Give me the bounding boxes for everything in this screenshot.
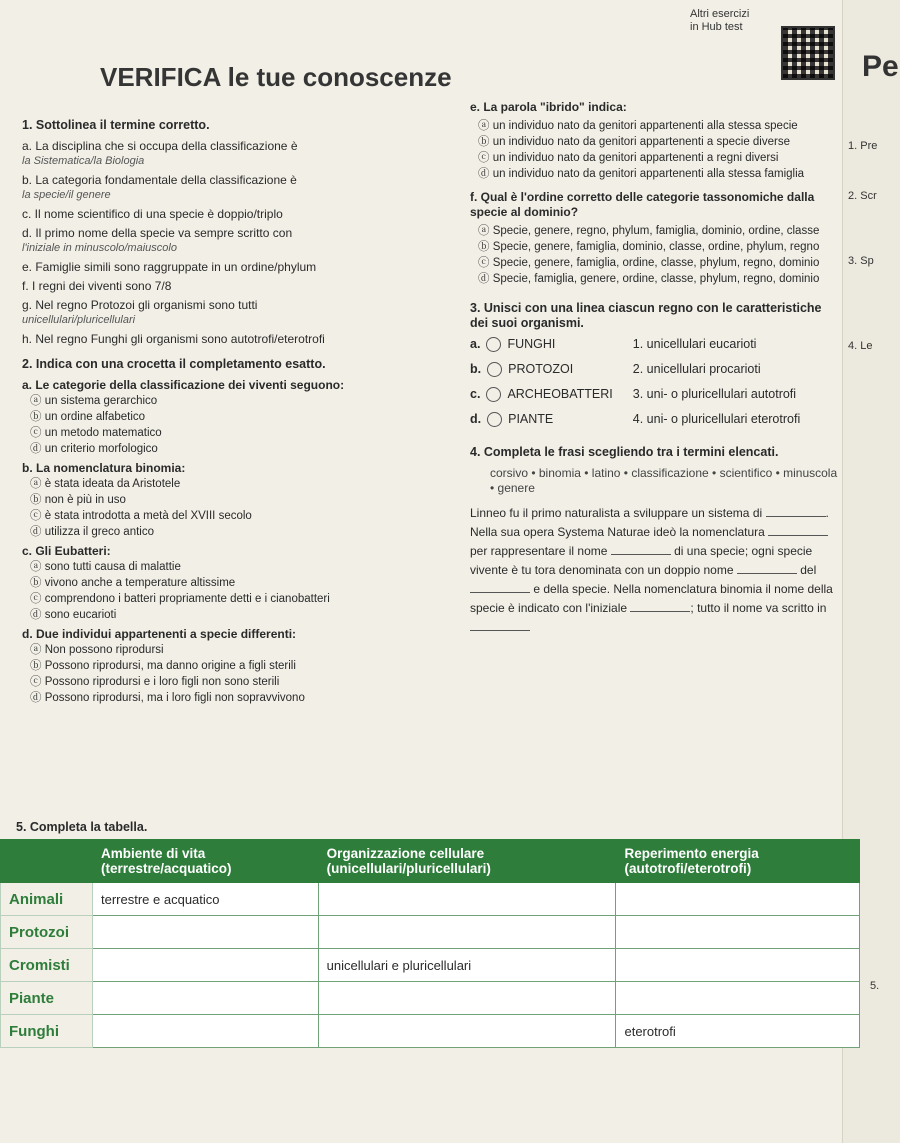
- question-4-text: Linneo fu il primo naturalista a sviluppare un sistema di . Nella sua opera Systema Naturae ideò la nomenclatura per rappresentare il nome di una specie; ogni specie vivente è tu tora denominata con un doppio nome del e della specie. Nella nomenclatura binomia il nome della specie è indicato con l'iniziale ; tutto il nome va scritto in: [470, 504, 840, 637]
- q3-kingdom: d. PIANTE: [470, 412, 554, 426]
- table-row: [1, 883, 860, 916]
- q1-item: h. Nel regno Funghi gli organismi sono autotrofi/eterotrofi: [22, 332, 325, 346]
- question-3-right-list: [633, 337, 800, 437]
- q2-option[interactable]: ⓒ un metodo matematico: [30, 427, 162, 439]
- blank-3[interactable]: [611, 554, 671, 555]
- table-cell[interactable]: [616, 982, 860, 1015]
- table-cell[interactable]: terrestre e acquatico: [93, 883, 319, 916]
- qf-option[interactable]: ⓒ Specie, genere, famiglia, ordine, classe, phylum, regno, dominio: [478, 257, 820, 269]
- table-row-label: Protozoi: [1, 916, 93, 949]
- qe-option[interactable]: ⓒ un individuo nato da genitori appartenenti a regni diversi: [478, 152, 779, 164]
- q2-group: d. Due individui appartenenti a specie differenti: ⓐ Non possono riprodursi ⓑ Possono riprodursi, ma danno origine a figli sterili ⓒ Possono riprodursi e i loro figli non sono sterili ⓓ Possono riprodursi, ma i loro figli non sopravvivono: [22, 627, 452, 706]
- table-row-label: Cromisti: [1, 949, 93, 982]
- q3-characteristic[interactable]: 4. uni- o pluricellulari eterotrofi: [632, 412, 801, 426]
- question-5-title: 5. Completa la tabella.: [16, 820, 148, 834]
- q2-group: a. Le categorie della classificazione dei viventi seguono: ⓐ un sistema gerarchico ⓑ un ordine alfabetico ⓒ un metodo matematico ⓓ un criterio morfologico: [22, 378, 452, 457]
- table-header-cell: Ambiente di vita (terrestre/acquatico): [93, 840, 319, 883]
- table-cell[interactable]: [318, 916, 616, 949]
- q2-option[interactable]: ⓒ è stata introdotta a metà del XVIII secolo: [30, 510, 252, 522]
- link-circle[interactable]: [486, 337, 501, 352]
- table-cell[interactable]: [93, 982, 319, 1015]
- q3-characteristic[interactable]: 3. uni- o pluricellulari autotrofi: [632, 387, 797, 401]
- question-e-options: [470, 119, 840, 182]
- table-cell[interactable]: [616, 916, 860, 949]
- table-cell[interactable]: [318, 1015, 616, 1048]
- qf-option[interactable]: ⓓ Specie, famiglia, genere, ordine, classe, phylum, regno, dominio: [478, 273, 820, 285]
- side-item-3: 3. Sp: [848, 255, 874, 267]
- side-item-4: 4. Le: [848, 340, 873, 352]
- table-cell[interactable]: [93, 1015, 319, 1048]
- q2-option[interactable]: ⓐ sono tutti causa di malattie: [30, 561, 181, 573]
- side-page-title: Pe: [862, 50, 899, 83]
- qf-option[interactable]: ⓑ Specie, genere, famiglia, dominio, classe, ordine, phylum, regno: [478, 241, 820, 253]
- q3-kingdom: c. ARCHEOBATTERI: [470, 387, 613, 401]
- q2-option[interactable]: ⓓ sono eucarioti: [30, 609, 117, 621]
- table-cell[interactable]: [318, 982, 616, 1015]
- table-cell[interactable]: eterotrofi: [616, 1015, 860, 1048]
- table-cell[interactable]: [93, 916, 319, 949]
- table-cell[interactable]: [93, 949, 319, 982]
- q2-option[interactable]: ⓑ Possono riprodursi, ma danno origine a figli sterili: [30, 660, 296, 672]
- table-row: [1, 949, 860, 982]
- table-row: [1, 916, 860, 949]
- q1-item: f. I regni dei viventi sono 7/8: [22, 279, 172, 293]
- blank-6[interactable]: [630, 611, 690, 612]
- q2-option[interactable]: ⓒ comprendono i batteri propriamente detti e i cianobatteri: [30, 593, 330, 605]
- q2-group: b. La nomenclatura binomia: ⓐ è stata ideata da Aristotele ⓑ non è più in uso ⓒ è stata introdotta a metà del XVIII secolo ⓓ utilizza il greco antico: [22, 461, 452, 540]
- q2-option[interactable]: ⓐ è stata ideata da Aristotele: [30, 478, 181, 490]
- q2-option[interactable]: ⓓ utilizza il greco antico: [30, 526, 154, 538]
- qe-option[interactable]: ⓐ un individuo nato da genitori appartenenti alla stessa specie: [478, 120, 798, 132]
- table-cell[interactable]: [616, 949, 860, 982]
- question-2-groups: [22, 378, 452, 706]
- table-header-cell: Reperimento energia (autotrofi/eterotrofi): [616, 840, 860, 883]
- table-row: [1, 982, 860, 1015]
- page-title: VERIFICA le tue conoscenze: [100, 62, 452, 92]
- table-body: [1, 883, 860, 1048]
- table-header-row: [1, 840, 860, 883]
- link-circle[interactable]: [487, 412, 502, 427]
- q1-item: b. La categoria fondamentale della classificazione è la specie/il genere: [22, 173, 297, 201]
- q1-item: c. Il nome scientifico di una specie è doppio/triplo: [22, 207, 283, 221]
- q2-option[interactable]: ⓒ Possono riprodursi e i loro figli non sono sterili: [30, 676, 280, 688]
- q2-option[interactable]: ⓓ Possono riprodursi, ma i loro figli non sopravvivono: [30, 692, 305, 704]
- table-cell[interactable]: [318, 883, 616, 916]
- q2-option[interactable]: ⓑ un ordine alfabetico: [30, 411, 146, 423]
- q2-option[interactable]: ⓑ non è più in uso: [30, 494, 126, 506]
- blank-5[interactable]: [470, 592, 530, 593]
- blank-1[interactable]: [766, 516, 826, 517]
- table-row-label: Funghi: [1, 1015, 93, 1048]
- table-header-cell: Organizzazione cellulare (unicellulari/pluricellulari): [318, 840, 616, 883]
- q1-item: g. Nel regno Protozoi gli organismi sono tutti unicellulari/pluricellulari: [22, 298, 258, 326]
- q3-characteristic[interactable]: 2. unicellulari procarioti: [632, 362, 761, 376]
- table-row-label: Piante: [1, 982, 93, 1015]
- table-header-cell: [1, 840, 93, 883]
- q2-option[interactable]: ⓐ Non possono riprodursi: [30, 644, 164, 656]
- table-cell[interactable]: unicellulari e pluricellulari: [318, 949, 616, 982]
- completion-table: [0, 839, 860, 1048]
- table-cell[interactable]: [616, 883, 860, 916]
- table-row: [1, 1015, 860, 1048]
- qr-code-icon[interactable]: [781, 26, 835, 80]
- blank-7[interactable]: [470, 630, 530, 631]
- question-1-items: [22, 139, 452, 347]
- question-f-options: [470, 224, 840, 287]
- question-3-match: [470, 337, 840, 437]
- q2-option[interactable]: ⓑ vivono anche a temperature altissime: [30, 577, 236, 589]
- question-3-left-list: [470, 337, 613, 437]
- blank-4[interactable]: [737, 573, 797, 574]
- q2-group: c. Gli Eubatteri: ⓐ sono tutti causa di malattie ⓑ vivono anche a temperature altissime ⓒ comprendono i batteri propriamente detti e i cianobatteri ⓓ sono eucarioti: [22, 544, 452, 623]
- q1-item: a. La disciplina che si occupa della classificazione è la Sistematica/la Biologia: [22, 139, 298, 167]
- side-item-2: 2. Scr: [848, 190, 877, 202]
- blank-2[interactable]: [768, 535, 828, 536]
- q3-kingdom: a. FUNGHI: [470, 337, 556, 351]
- q3-characteristic[interactable]: 1. unicellulari eucarioti: [632, 337, 757, 351]
- question-3-title: 3. Unisci con una linea ciascun regno con le caratteristiche dei suoi organismi.: [470, 301, 822, 330]
- q3-kingdom: b. PROTOZOI: [470, 362, 574, 376]
- qe-option[interactable]: ⓑ un individuo nato da genitori appartenenti a specie diverse: [478, 136, 790, 148]
- q1-item: e. Famiglie simili sono raggruppate in un ordine/phylum: [22, 260, 317, 274]
- side-item-5: 5.: [870, 980, 880, 992]
- link-circle[interactable]: [486, 387, 501, 402]
- question-e-stem: e. La parola "ibrido" indica:: [470, 100, 627, 114]
- left-column: [22, 118, 452, 710]
- side-item-1: 1. Pre: [848, 140, 878, 152]
- question-f-stem: f. Qual è l'ordine corretto delle categorie tassonomiche dalla specie al dominio?: [470, 190, 815, 219]
- table-row-label: Animali: [1, 883, 93, 916]
- q1-item: d. Il primo nome della specie va sempre scritto con l'iniziale in minuscolo/maiuscolo: [22, 226, 293, 254]
- middle-column: [470, 100, 840, 637]
- link-circle[interactable]: [487, 362, 502, 377]
- q2-option[interactable]: ⓐ un sistema gerarchico: [30, 395, 158, 407]
- hub-test-note: Altri esercizi in Hub test: [690, 8, 750, 33]
- question-1-title: 1. Sottolinea il termine corretto.: [22, 118, 210, 132]
- qe-option[interactable]: ⓓ un individuo nato da genitori appartenenti alla stessa famiglia: [478, 168, 805, 180]
- qf-option[interactable]: ⓐ Specie, genere, regno, phylum, famiglia, dominio, ordine, classe: [478, 225, 820, 237]
- question-4-terms: corsivo • binomia • latino • classificazione • scientifico • minuscola • genere: [490, 466, 838, 495]
- question-2-title: 2. Indica con una crocetta il completamento esatto.: [22, 357, 326, 371]
- question-4-title: 4. Completa le frasi scegliendo tra i termini elencati.: [470, 445, 779, 459]
- q2-option[interactable]: ⓓ un criterio morfologico: [30, 443, 158, 455]
